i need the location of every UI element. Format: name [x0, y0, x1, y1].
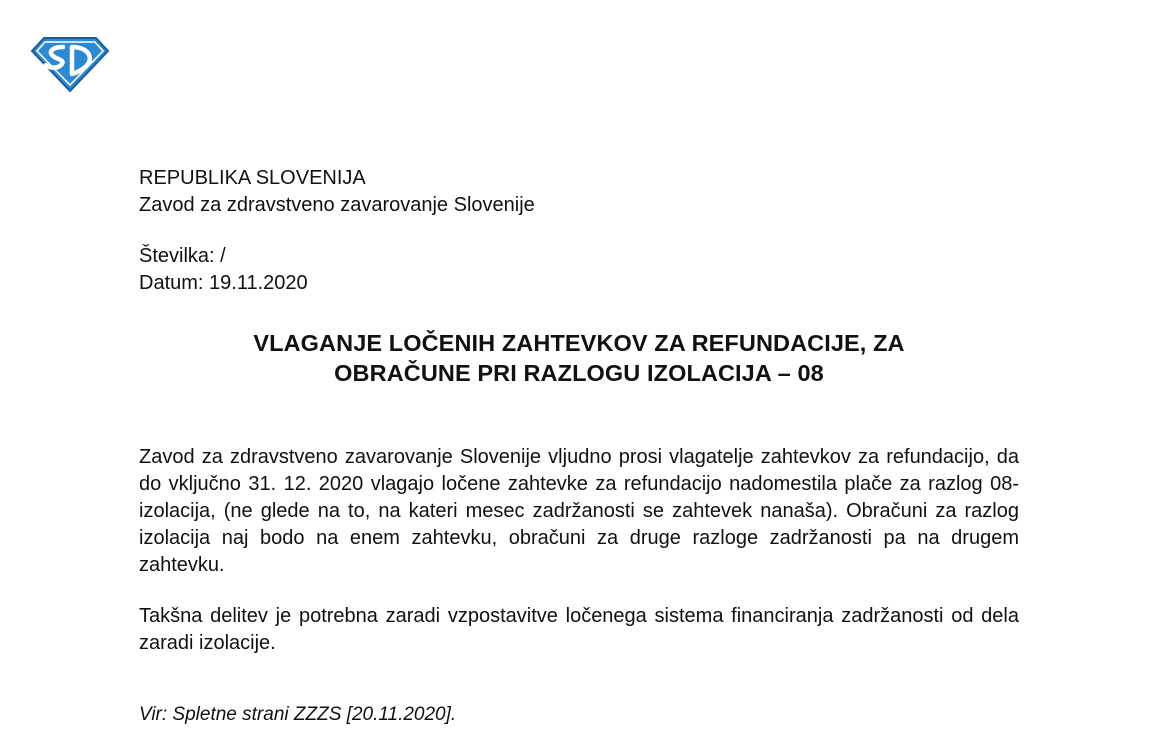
organization-line1: REPUBLIKA SLOVENIJA — [139, 167, 366, 189]
document-body — [139, 165, 1019, 728]
document-meta — [139, 243, 1019, 297]
organization-header — [139, 165, 1019, 219]
document-title — [139, 328, 1019, 388]
document-number: Številka: / — [139, 245, 226, 267]
zzzs-logo-icon — [30, 34, 110, 94]
document-date: Datum: 19.11.2020 — [139, 272, 308, 294]
body-paragraph-2: Takšna delitev je potrebna zaradi vzpostavitve ločenega sistema financiranja zadržanosti od dela zaradi izolacije. — [139, 605, 1019, 654]
organization-line2: Zavod za zdravstveno zavarovanje Slovenije — [139, 194, 535, 216]
title-line1: VLAGANJE LOČENIH ZAHTEVKOV ZA REFUNDACIJE, ZA — [253, 330, 905, 356]
title-line2: OBRAČUNE PRI RAZLOGU IZOLACIJA – 08 — [334, 360, 824, 386]
body-paragraph-1: Zavod za zdravstveno zavarovanje Slovenije vljudno prosi vlagatelje zahtevkov za refundacijo, da do vključno 31. 12. 2020 vlagajo ločene zahtevke za refundacijo nadomestila plače za razlog 08-izolacija, (ne glede na to, na kateri mesec zadržanosti se zahtevek nanaša). Obračuni za razlog izolacija naj bodo na enem zahtevku, obračuni za druge razloge zadržanosti pa na drugem zahtevku. — [139, 446, 1019, 576]
source-note: Vir: Spletne strani ZZZS [20.11.2020]. — [139, 704, 457, 725]
